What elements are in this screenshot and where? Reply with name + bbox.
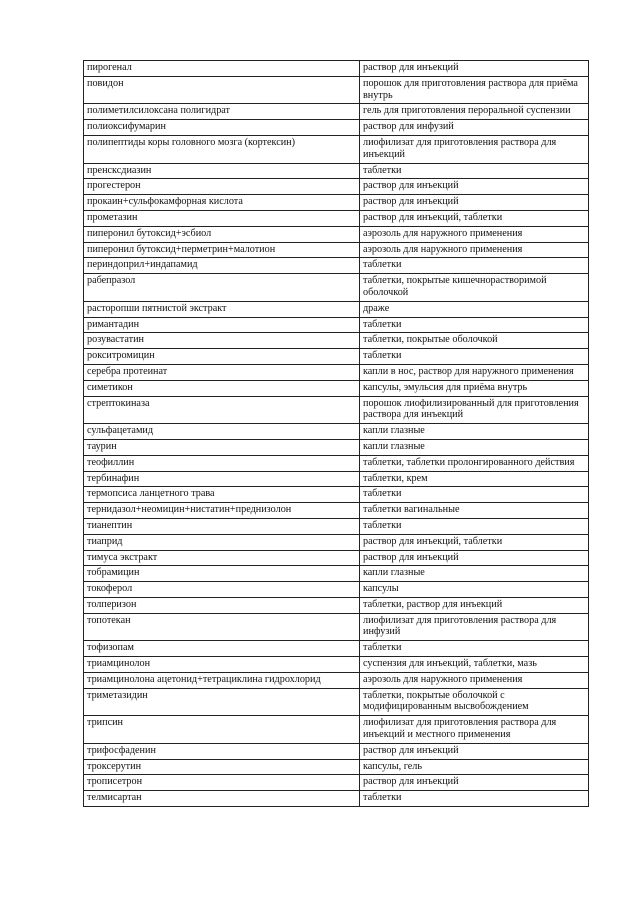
table-row xyxy=(84,104,589,120)
drug-name-cell: теофиллин xyxy=(84,455,360,471)
table-row xyxy=(84,301,589,317)
table-row xyxy=(84,210,589,226)
table-row xyxy=(84,716,589,744)
dosage-form-cell: таблетки xyxy=(360,258,589,274)
dosage-form-cell: аэрозоль для наружного применения xyxy=(360,226,589,242)
drug-name-cell: топотекан xyxy=(84,613,360,641)
dosage-form-cell: раствор для инъекций xyxy=(360,743,589,759)
table-row xyxy=(84,364,589,380)
drug-name-cell: триметазидин xyxy=(84,688,360,716)
dosage-form-cell: таблетки xyxy=(360,518,589,534)
table-row xyxy=(84,775,589,791)
drug-name-cell: трописетрон xyxy=(84,775,360,791)
drug-name-cell: прогестерон xyxy=(84,179,360,195)
dosage-form-cell: таблетки xyxy=(360,641,589,657)
dosage-form-cell: капсулы, гель xyxy=(360,759,589,775)
drug-name-cell: токоферол xyxy=(84,582,360,598)
table-row xyxy=(84,396,589,424)
drug-name-cell: расторопши пятнистой экстракт xyxy=(84,301,360,317)
table-row xyxy=(84,471,589,487)
table-row xyxy=(84,333,589,349)
dosage-form-cell: таблетки вагинальные xyxy=(360,503,589,519)
dosage-form-cell: лиофилизат для приготовления раствора для инъекций и местного применения xyxy=(360,716,589,744)
table-row xyxy=(84,688,589,716)
dosage-form-cell: лиофилизат для приготовления раствора для инфузий xyxy=(360,613,589,641)
drug-name-cell: тиаприд xyxy=(84,534,360,550)
table-row xyxy=(84,582,589,598)
table-row xyxy=(84,597,589,613)
drug-forms-table xyxy=(83,60,589,807)
drug-name-cell: рокситромицин xyxy=(84,349,360,365)
dosage-form-cell: капсулы xyxy=(360,582,589,598)
dosage-form-cell: лиофилизат для приготовления раствора для инъекций xyxy=(360,135,589,163)
table-row xyxy=(84,380,589,396)
drug-name-cell: пренсксдиазин xyxy=(84,163,360,179)
drug-name-cell: повидон xyxy=(84,76,360,104)
table-row xyxy=(84,657,589,673)
drug-name-cell: стрептокиназа xyxy=(84,396,360,424)
dosage-form-cell: порошок для приготовления раствора для приёма внутрь xyxy=(360,76,589,104)
drug-name-cell: прокаин+сульфокамфорная кислота xyxy=(84,195,360,211)
dosage-form-cell: капли в нос, раствор для наружного применения xyxy=(360,364,589,380)
table-row xyxy=(84,487,589,503)
drug-name-cell: прометазин xyxy=(84,210,360,226)
drug-name-cell: пирогенал xyxy=(84,61,360,77)
document-page xyxy=(83,60,588,807)
table-row xyxy=(84,759,589,775)
dosage-form-cell: таблетки, покрытые кишечнорастворимой оболочкой xyxy=(360,274,589,302)
dosage-form-cell: раствор для инфузий xyxy=(360,120,589,136)
table-body xyxy=(84,61,589,807)
table-row xyxy=(84,179,589,195)
table-row xyxy=(84,274,589,302)
drug-name-cell: рабепразол xyxy=(84,274,360,302)
drug-name-cell: симетикон xyxy=(84,380,360,396)
dosage-form-cell: таблетки, раствор для инъекций xyxy=(360,597,589,613)
dosage-form-cell: капли глазные xyxy=(360,424,589,440)
dosage-form-cell: таблетки, таблетки пролонгированного действия xyxy=(360,455,589,471)
drug-name-cell: трифосфаденин xyxy=(84,743,360,759)
drug-name-cell: периндоприл+индапамид xyxy=(84,258,360,274)
table-row xyxy=(84,424,589,440)
table-row xyxy=(84,195,589,211)
table-row xyxy=(84,791,589,807)
table-row xyxy=(84,503,589,519)
dosage-form-cell: капли глазные xyxy=(360,566,589,582)
drug-name-cell: тианептин xyxy=(84,518,360,534)
table-row xyxy=(84,550,589,566)
table-row xyxy=(84,672,589,688)
drug-name-cell: пиперонил бутоксид+перметрин+малотион xyxy=(84,242,360,258)
drug-name-cell: тобрамицин xyxy=(84,566,360,582)
dosage-form-cell: раствор для инъекций xyxy=(360,179,589,195)
table-row xyxy=(84,163,589,179)
table-row xyxy=(84,226,589,242)
table-row xyxy=(84,518,589,534)
table-row xyxy=(84,242,589,258)
dosage-form-cell: таблетки xyxy=(360,791,589,807)
dosage-form-cell: капсулы, эмульсия для приёма внутрь xyxy=(360,380,589,396)
dosage-form-cell: таблетки xyxy=(360,163,589,179)
drug-name-cell: сульфацетамид xyxy=(84,424,360,440)
dosage-form-cell: таблетки, крем xyxy=(360,471,589,487)
dosage-form-cell: раствор для инъекций xyxy=(360,61,589,77)
dosage-form-cell: аэрозоль для наружного применения xyxy=(360,672,589,688)
table-row xyxy=(84,317,589,333)
drug-name-cell: триамцинолона ацетонид+тетрациклина гидрохлорид xyxy=(84,672,360,688)
dosage-form-cell: таблетки, покрытые оболочкой xyxy=(360,333,589,349)
table-row xyxy=(84,258,589,274)
dosage-form-cell: таблетки xyxy=(360,317,589,333)
dosage-form-cell: таблетки xyxy=(360,349,589,365)
drug-name-cell: римантадин xyxy=(84,317,360,333)
table-row xyxy=(84,534,589,550)
dosage-form-cell: аэрозоль для наружного применения xyxy=(360,242,589,258)
table-row xyxy=(84,61,589,77)
table-row xyxy=(84,566,589,582)
dosage-form-cell: раствор для инъекций, таблетки xyxy=(360,210,589,226)
drug-name-cell: полиоксифумарин xyxy=(84,120,360,136)
table-row xyxy=(84,349,589,365)
drug-name-cell: телмисартан xyxy=(84,791,360,807)
drug-name-cell: термопсиса ланцетного трава xyxy=(84,487,360,503)
dosage-form-cell: раствор для инъекций xyxy=(360,550,589,566)
table-row xyxy=(84,76,589,104)
table-row xyxy=(84,743,589,759)
dosage-form-cell: драже xyxy=(360,301,589,317)
drug-name-cell: тернидазол+неомицин+нистатин+преднизолон xyxy=(84,503,360,519)
dosage-form-cell: капли глазные xyxy=(360,439,589,455)
drug-name-cell: полиметилсилоксана полигидрат xyxy=(84,104,360,120)
drug-name-cell: розувастатин xyxy=(84,333,360,349)
drug-name-cell: серебра протеинат xyxy=(84,364,360,380)
dosage-form-cell: суспензия для инъекций, таблетки, мазь xyxy=(360,657,589,673)
table-row xyxy=(84,455,589,471)
table-row xyxy=(84,613,589,641)
dosage-form-cell: раствор для инъекций xyxy=(360,775,589,791)
dosage-form-cell: таблетки xyxy=(360,487,589,503)
drug-name-cell: таурин xyxy=(84,439,360,455)
table-row xyxy=(84,135,589,163)
drug-name-cell: троксерутин xyxy=(84,759,360,775)
drug-name-cell: тербинафин xyxy=(84,471,360,487)
drug-name-cell: трипсин xyxy=(84,716,360,744)
drug-name-cell: полипептиды коры головного мозга (кортексин) xyxy=(84,135,360,163)
dosage-form-cell: раствор для инъекций xyxy=(360,195,589,211)
dosage-form-cell: таблетки, покрытые оболочкой с модифицированным высвобождением xyxy=(360,688,589,716)
drug-name-cell: толперизон xyxy=(84,597,360,613)
table-row xyxy=(84,641,589,657)
drug-name-cell: пиперонил бутоксид+эсбиол xyxy=(84,226,360,242)
table-row xyxy=(84,439,589,455)
dosage-form-cell: порошок лиофилизированный для приготовления раствора для инъекций xyxy=(360,396,589,424)
drug-name-cell: тофизопам xyxy=(84,641,360,657)
dosage-form-cell: раствор для инъекций, таблетки xyxy=(360,534,589,550)
dosage-form-cell: гель для приготовления пероральной суспензии xyxy=(360,104,589,120)
drug-name-cell: триамцинолон xyxy=(84,657,360,673)
table-row xyxy=(84,120,589,136)
drug-name-cell: тимуса экстракт xyxy=(84,550,360,566)
